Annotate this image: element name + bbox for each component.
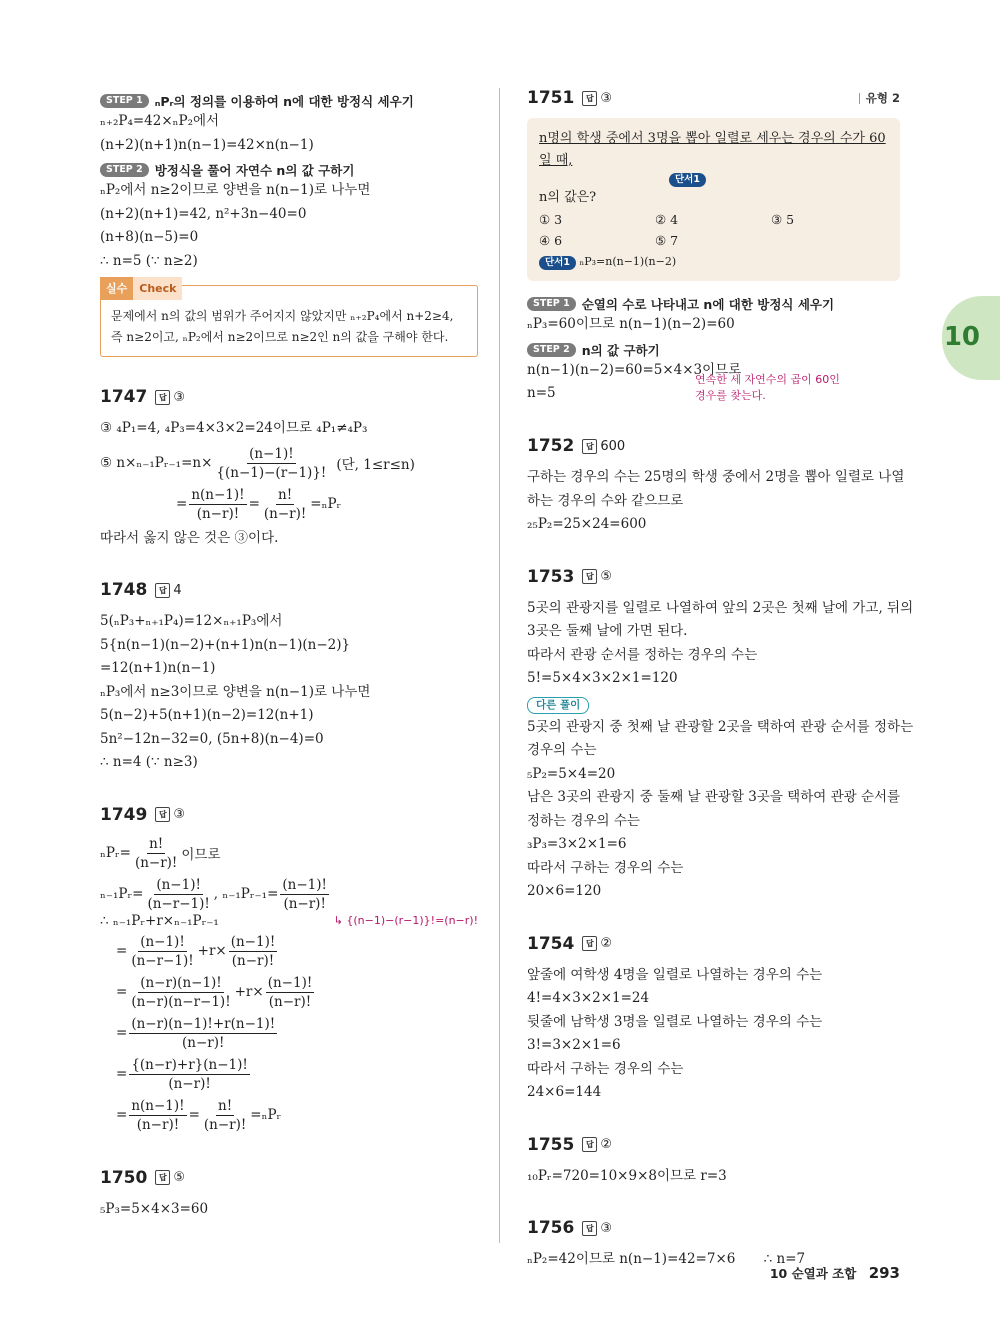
choices [539, 209, 888, 251]
hint-badge: 단서1 [669, 173, 706, 187]
text-line: =12(n+1)n(n−1) [100, 660, 216, 676]
text-line: 따라서 구하는 경우의 수는 [527, 1060, 684, 1077]
answer-icon: 답 [582, 1221, 597, 1236]
text-line: 24×6=144 [527, 1084, 602, 1100]
text-line: 뒷줄에 남학생 3명을 일렬로 나열하는 경우의 수는 [527, 1013, 823, 1030]
text-line: n(n−1)(n−2)=60=5×4×3이므로 [527, 361, 742, 378]
eq-part: (단, 1≤r≤n) [336, 457, 415, 473]
answer-value: ② [600, 1137, 612, 1152]
numerator: (n−1)! [267, 974, 313, 991]
eq-part: , ₙ₋₁Pᵣ₋₁= [213, 886, 279, 902]
choice-item: ② 4 [655, 212, 679, 227]
annotation-note [695, 372, 840, 404]
step2-title: n의 값 구하기 [581, 342, 660, 358]
text-line: 20×6=120 [527, 883, 602, 899]
text-line: 구하는 경우의 수는 25명의 학생 중에서 2명을 뽑아 일렬로 나열 [527, 469, 905, 485]
text-line: 정하는 경우의 수는 [527, 812, 640, 829]
numerator: n(n−1)! [191, 486, 245, 503]
numerator: {(n−r)+r}(n−1)! [131, 1056, 248, 1073]
mistake-tag [100, 277, 182, 300]
denominator: (n−r)! [263, 505, 307, 522]
answer [582, 1137, 612, 1152]
problem-number: 1756 [527, 1218, 575, 1238]
eq-part: ₙPᵣ= [100, 845, 131, 861]
answer-icon: 답 [155, 390, 170, 405]
step2-result [527, 373, 900, 406]
step2-heading [527, 341, 900, 359]
equation-row [100, 835, 478, 872]
problem-1751-header [527, 88, 900, 108]
fraction [145, 876, 211, 913]
eq-part: +r× [197, 943, 227, 959]
equation-row [100, 445, 478, 482]
mistake-tag-label: 실수 [100, 277, 133, 300]
fraction [129, 1097, 186, 1134]
problem-number: 1754 [527, 933, 575, 954]
text-line: 하는 경우의 수와 같으므로 [527, 492, 684, 509]
text-line: 5!=5×4×3×2×1=120 [527, 670, 678, 686]
numerator: n! [278, 486, 293, 503]
step2-badge: STEP 2 [527, 343, 576, 357]
text-line: 5곳의 관광지를 일렬로 나열하여 앞의 2곳은 첫째 날에 가고, 뒤의 [527, 599, 914, 616]
numerator: (n−1)! [156, 876, 201, 893]
answer-value: ⑤ [600, 569, 612, 584]
answer-icon: 답 [155, 583, 170, 598]
annotation-note: ↳ {(n−1)−(r−1)}!=(n−r)! [333, 914, 478, 927]
text-line: ₙP₃에서 n≥3이므로 양변을 n(n−1)로 나누면 [100, 683, 371, 700]
denominator: (n−r)! [196, 505, 240, 522]
answer [582, 439, 625, 454]
answer-icon: 답 [155, 1170, 170, 1185]
answer-value: ③ [600, 1220, 612, 1236]
text-line: 5{n(n−1)(n−2)+(n+1)n(n−1)(n−2)} [100, 636, 351, 653]
denominator: (n−r)! [168, 1075, 211, 1092]
alternative-solution-badge: 다른 풀이 [527, 697, 589, 714]
answer-value: 4 [173, 582, 182, 598]
fraction [133, 835, 179, 872]
answer-icon: 답 [582, 91, 597, 106]
text-line: 앞줄에 여학생 4명을 일렬로 나열하는 경우의 수는 [527, 966, 823, 983]
problem-1747-header [100, 387, 478, 407]
choice-item: ④ 6 [539, 233, 563, 248]
equation-row: = $\frac{n(n-1)!}{(n-r)!}$ = $\frac{n!}{(n-r)!}$ =ₙPᵣ [116, 1097, 282, 1133]
text-line: 3곳은 둘째 날에 가면 된다. [527, 623, 688, 639]
fraction [229, 933, 278, 970]
left-column [100, 88, 478, 1221]
text-line: (n+8)(n−5)=0 [100, 229, 199, 245]
eq-part: =ₙPᵣ [250, 1107, 282, 1123]
fraction [189, 486, 246, 523]
fraction [202, 1097, 248, 1134]
numerator: (n−1)! [140, 933, 185, 950]
denominator: (n−r)! [136, 1116, 180, 1133]
hint-text: ₙP₃=n(n−1)(n−2) [579, 255, 677, 268]
text-line: (n+2)(n+1)n(n−1)=42×n(n−1) [100, 136, 314, 153]
eq-part: ₙ₋₁Pᵣ= [100, 886, 144, 902]
equation-row: = $\frac{(n-1)!}{(n-r-1)!}$ +r× $\frac{(n-1)!}{(n-r)!}$ [116, 933, 276, 969]
column-divider [499, 88, 500, 1243]
choice-item: ⑤ 7 [655, 233, 679, 248]
answer [582, 569, 612, 584]
numerator: (n−r)(n−1)! [140, 974, 222, 991]
answer-icon: 답 [582, 439, 597, 454]
hint-badge: 단서1 [539, 256, 576, 270]
fraction [266, 974, 315, 1011]
problem-1753-header [527, 567, 900, 587]
step2-title: 방정식을 풀어 자연수 n의 값 구하기 [154, 163, 355, 178]
step1-title: ₙPᵣ의 정의를 이용하여 n에 대한 방정식 세우기 [154, 94, 414, 109]
text-line: 3!=3×2×1=6 [527, 1037, 621, 1053]
text-line: ₙP₂에서 n≥2이므로 양변을 n(n−1)로 나누면 [100, 182, 371, 198]
answer-icon: 답 [582, 569, 597, 584]
denominator: {(n−1)−(r−1)}! [216, 464, 327, 481]
numerator: n(n−1)! [131, 1097, 185, 1114]
text-line: ₅P₂=5×4=20 [527, 765, 616, 782]
problem-number: 1752 [527, 436, 575, 456]
fraction [129, 933, 195, 970]
text-line: ₅P₃=5×4×3=60 [100, 1200, 209, 1217]
text-line: 5(n−2)+5(n+1)(n−2)=12(n+1) [100, 707, 314, 723]
fraction [129, 1015, 277, 1052]
footer-section-title: 10 순열과 조합 [769, 1266, 857, 1281]
denominator: (n−r)! [134, 854, 178, 871]
fraction [262, 486, 308, 523]
eq-part: =ₙPᵣ [310, 496, 342, 512]
page-number: 293 [868, 1264, 900, 1282]
step1-title: 순열의 수로 나타내고 n에 대한 방정식 세우기 [581, 297, 835, 312]
denominator: (n−r−1)! [147, 895, 210, 912]
answer-icon: 답 [155, 807, 170, 822]
problem-number: 1748 [100, 580, 148, 600]
text-line: 5n²−12n−32=0, (5n+8)(n−4)=0 [100, 730, 324, 747]
answer-icon: 답 [582, 1137, 597, 1152]
step1-heading [527, 295, 900, 313]
denominator: (n−r)! [268, 993, 312, 1010]
numerator: (n−1)! [249, 445, 294, 462]
answer [155, 807, 185, 822]
denominator: (n−r)! [231, 952, 275, 969]
equation-row: = $\frac{(n-r)(n-1)!+r(n-1)!}{(n-r)!}$ [116, 1015, 276, 1051]
denominator: (n−r−1)! [131, 952, 194, 969]
numerator: (n−r)(n−1)!+r(n−1)! [131, 1015, 276, 1032]
eq-part: +r× [234, 984, 264, 1000]
text-part: ₙP₂=42이므로 n(n−1)=42=7×6 [527, 1251, 736, 1267]
problem-1755-header [527, 1135, 900, 1155]
step2-heading [100, 161, 478, 179]
problem-1748-header [100, 580, 478, 600]
answer [155, 390, 185, 405]
question-text: n의 값은? [539, 190, 597, 205]
answer-value: ⑤ [173, 1170, 185, 1185]
right-column [527, 88, 914, 1272]
text-part: ∴ n=7 [763, 1251, 806, 1267]
answer-value: ③ [600, 90, 612, 106]
note-line: 연속한 세 자연수의 곱이 60인 [695, 373, 840, 386]
text-line: ₙP₃=60이므로 n(n−1)(n−2)=60 [527, 316, 735, 332]
problem-1749-header [100, 805, 478, 825]
fraction [280, 876, 329, 913]
text-line: (n+2)(n+1)=42, n²+3n−40=0 [100, 205, 307, 222]
numerator: n! [149, 835, 164, 852]
answer [155, 583, 181, 598]
problem-number: 1747 [100, 387, 148, 407]
denominator: (n−r)! [203, 1116, 247, 1133]
fraction [129, 1056, 250, 1093]
text-line: ∴ n=4 (∵ n≥3) [100, 754, 198, 770]
note-line: 경우를 찾는다. [695, 389, 766, 402]
question-text: n명의 학생 중에서 3명을 뽑아 일렬로 세우는 경우의 수가 60일 때, [539, 131, 886, 168]
answer-icon: 답 [582, 936, 597, 951]
equation-row: = $\frac{(n-r)(n-1)!}{(n-r)(n-r-1)!}$ +r× $\frac{(n-1)!}{(n-r)!}$ [116, 974, 313, 1010]
check-tag-label: Check [133, 277, 182, 300]
problem-number: 1750 [100, 1167, 148, 1188]
problem-1752-header [527, 436, 900, 456]
problem-number: 1753 [527, 566, 575, 587]
text-line: ₂₅P₂=25×24=600 [527, 516, 647, 532]
question-box [527, 118, 900, 281]
step1-badge: STEP 1 [100, 94, 149, 108]
mistake-check-box [100, 282, 478, 357]
text-line: ③ ₄P₁=4, ₄P₃=4×3×2=24이므로 ₄P₁≠₄P₃ [100, 420, 368, 436]
step2-badge: STEP 2 [100, 163, 149, 177]
problem-1754-header [527, 934, 900, 954]
fraction [214, 445, 328, 482]
text-line: 4!=4×3×2×1=24 [527, 990, 650, 1006]
denominator: (n−r)(n−r−1)! [131, 993, 231, 1010]
answer [582, 1221, 612, 1236]
answer [582, 91, 612, 106]
mistake-line: 즉 n≥2이고, ₙP₂에서 n≥2이므로 n≥2인 n의 값을 구해야 한다. [111, 330, 449, 344]
choice-item: ① 3 [539, 212, 563, 227]
problem-1750-header [100, 1168, 478, 1188]
equation-row [100, 876, 478, 913]
problem-number: 1749 [100, 804, 148, 825]
page-footer [770, 1264, 900, 1282]
problem-number: 1755 [527, 1134, 575, 1155]
answer [155, 1170, 185, 1185]
eq-part: ∴ ₙ₋₁Pᵣ+r×ₙ₋₁Pᵣ₋₁ [100, 912, 219, 929]
problem-1756-header [527, 1218, 900, 1238]
chapter-number: 10 [943, 322, 980, 352]
text-line: n=5 [527, 385, 556, 401]
text-line: 경우의 수는 [527, 742, 597, 758]
answer-value: 600 [600, 438, 626, 454]
text-line: 따라서 옳지 않은 것은 ③이다. [100, 529, 279, 546]
text-line: ₁₀Pᵣ=720=10×9×8이므로 r=3 [527, 1167, 727, 1184]
denominator: (n−r)! [182, 1034, 225, 1051]
equation-row [100, 913, 478, 929]
numerator: (n−1)! [282, 876, 327, 893]
eq-part: 이므로 [181, 847, 221, 863]
answer [582, 936, 612, 951]
answer-value: ② [600, 936, 612, 951]
equation-row: = $\frac{\{(n-r)+r\}(n-1)!}{(n-r)!}$ [116, 1056, 248, 1092]
text-line: 5곳의 관광지 중 첫째 날 관광할 2곳을 택하여 관광 순서를 정하는 [527, 718, 914, 735]
step1-heading [100, 92, 478, 110]
text-line: ₙ₊₂P₄=42×ₙP₂에서 [100, 113, 220, 129]
fraction [129, 974, 232, 1011]
mistake-line: 문제에서 n의 값의 범위가 주어지지 않았지만 ₙ₊₂P₄에서 n+2≥4, [111, 309, 454, 323]
text-line: ₃P₃=3×2×1=6 [527, 836, 627, 852]
problem-type-label: 유형 2 [859, 90, 900, 106]
hint-line [539, 251, 888, 273]
answer-value: ③ [173, 389, 185, 405]
eq-part: ⑤ n×ₙ₋₁Pᵣ₋₁=n× [100, 455, 213, 471]
text-line: 따라서 관광 순서를 정하는 경우의 수는 [527, 646, 758, 663]
equation-row: = $\frac{n(n-1)!}{(n-r)!}$ = $\frac{n!}{(n-r)!}$ =ₙPᵣ [176, 486, 342, 522]
problem-number: 1751 [527, 88, 575, 108]
text-line: 따라서 구하는 경우의 수는 [527, 859, 684, 876]
step1-badge: STEP 1 [527, 297, 576, 311]
denominator: (n−r)! [283, 895, 326, 912]
text-line: 5(ₙP₃+ₙ₊₁P₄)=12×ₙ₊₁P₃에서 [100, 613, 283, 629]
choice-item: ③ 5 [771, 212, 795, 227]
numerator: n! [218, 1097, 233, 1114]
text-line: 남은 3곳의 관광지 중 둘째 날 관광할 3곳을 택하여 관광 순서를 [527, 789, 901, 805]
text-line: ∴ n=5 (∵ n≥2) [100, 252, 198, 269]
numerator: (n−1)! [230, 933, 276, 950]
answer-value: ③ [173, 807, 185, 822]
